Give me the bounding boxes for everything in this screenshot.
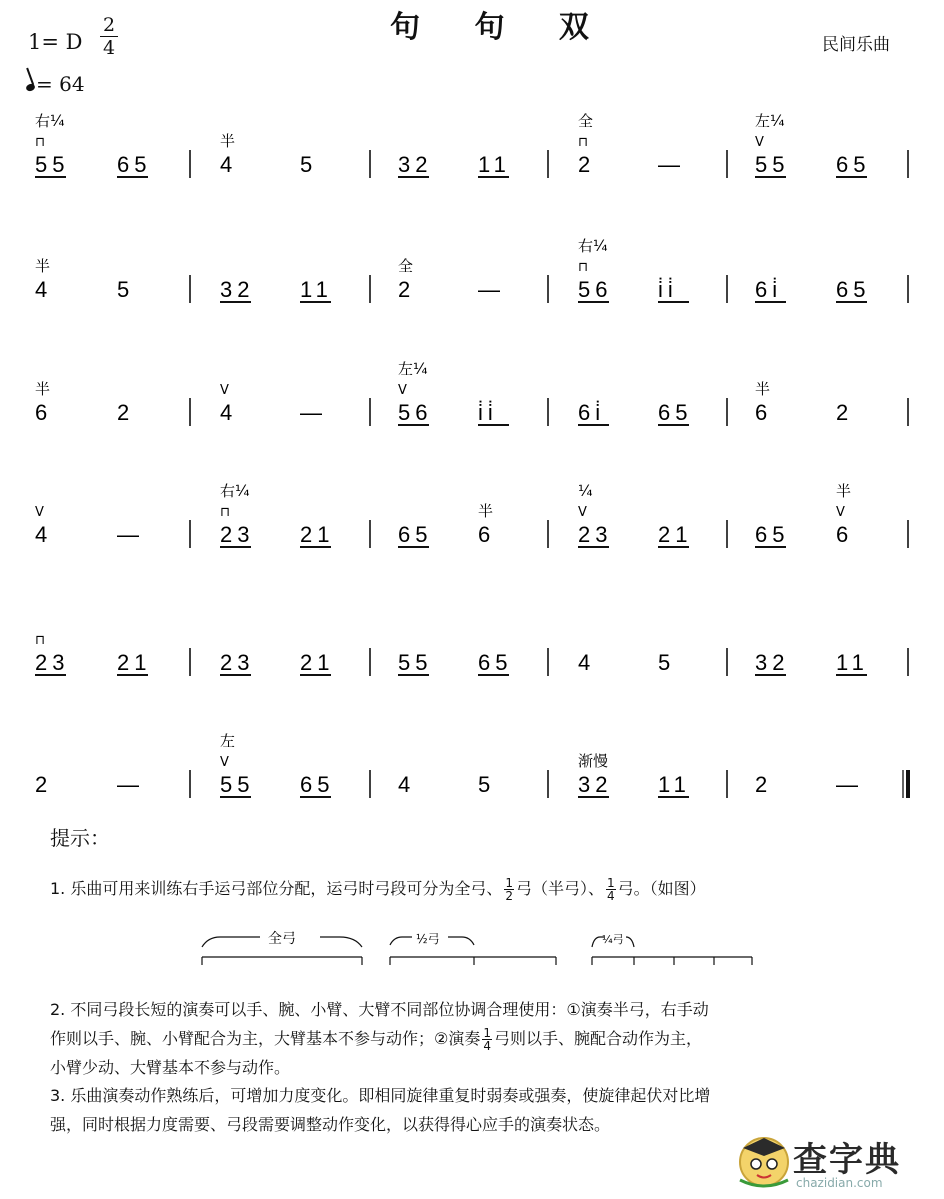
note: i̇i̇ bbox=[658, 277, 678, 302]
bow-annotation: 半 bbox=[35, 257, 51, 275]
note: — bbox=[478, 277, 505, 302]
note: 11 bbox=[300, 277, 333, 302]
note: 2 bbox=[578, 152, 596, 177]
note: 2 bbox=[35, 772, 53, 797]
bow-annotation: 右¼ bbox=[578, 237, 608, 255]
tip-1 bbox=[50, 874, 900, 903]
note: 2 bbox=[117, 400, 135, 425]
measure bbox=[578, 112, 685, 177]
bow-annotation: 全 bbox=[578, 112, 594, 130]
bow-annotation: 半 bbox=[35, 380, 51, 398]
score-row bbox=[0, 100, 944, 210]
note: 32 bbox=[398, 152, 433, 177]
tip-1-text-c: 弓。（如图） bbox=[617, 879, 706, 898]
measure bbox=[755, 772, 863, 797]
down-bow-icon: ⊓ bbox=[220, 505, 231, 520]
note: 2 bbox=[398, 277, 416, 302]
fraction-quarter-2: $\frac{1}{4}$ bbox=[483, 1026, 491, 1053]
measure bbox=[220, 650, 334, 675]
measure bbox=[35, 112, 151, 177]
up-bow-icon: V bbox=[836, 505, 845, 520]
measure bbox=[398, 152, 511, 177]
down-bow-icon: ⊓ bbox=[578, 260, 589, 275]
tip-3-line-1: 3. 乐曲演奏动作熟练后，可增加力度变化。即相同旋律重复时弱奏或强奏，使旋律起伏对比增 bbox=[50, 1086, 711, 1105]
note: 4 bbox=[220, 152, 238, 177]
bow-annotation: 右¼ bbox=[35, 112, 65, 130]
score-row bbox=[0, 348, 944, 458]
note: — bbox=[117, 522, 144, 547]
measure bbox=[578, 400, 692, 425]
note: — bbox=[658, 152, 685, 177]
note: i̇i̇ bbox=[478, 400, 498, 425]
note: 6 bbox=[35, 400, 53, 425]
note: 32 bbox=[578, 772, 613, 797]
note: 5 bbox=[300, 152, 318, 177]
note: — bbox=[300, 400, 327, 425]
note: 23 bbox=[220, 650, 255, 675]
note: 4 bbox=[220, 400, 238, 425]
bow-annotation: 半 bbox=[755, 380, 771, 398]
measure bbox=[398, 772, 495, 797]
measure bbox=[35, 505, 144, 547]
note: 65 bbox=[658, 400, 693, 425]
note: 5 bbox=[658, 650, 676, 675]
note: 2 bbox=[755, 772, 773, 797]
bow-annotation: 左 bbox=[220, 732, 236, 750]
measure bbox=[35, 257, 134, 302]
key-signature: 1= D bbox=[28, 30, 83, 54]
score-title: 句 句 双 bbox=[390, 10, 611, 45]
down-bow-icon: ⊓ bbox=[35, 633, 46, 648]
fraction-half: $\frac{1}{2}$ bbox=[505, 876, 513, 903]
score-row bbox=[0, 225, 944, 335]
watermark-text: 查字典 bbox=[793, 1140, 901, 1180]
score-row bbox=[0, 720, 944, 830]
measure bbox=[755, 650, 869, 675]
time-numerator: 2 bbox=[102, 14, 116, 36]
up-bow-icon: V bbox=[398, 383, 407, 398]
bow-annotation: 半 bbox=[478, 502, 494, 520]
note: 65 bbox=[300, 772, 335, 797]
note: 56 bbox=[398, 400, 433, 425]
note: 6 bbox=[478, 522, 496, 547]
measure bbox=[755, 482, 853, 547]
note: 2 bbox=[836, 400, 854, 425]
up-bow-icon: V bbox=[35, 505, 44, 520]
measure bbox=[35, 772, 144, 797]
tip-3-line-2: 强，同时根据力度需要、弓段需要调整动作变化，以获得得心应手的演奏状态。 bbox=[50, 1115, 611, 1134]
bow-annotation: 右¼ bbox=[220, 482, 250, 500]
down-bow-icon: ⊓ bbox=[578, 135, 589, 150]
score-row bbox=[0, 470, 944, 580]
up-bow-icon: V bbox=[755, 135, 764, 150]
note: 55 bbox=[755, 152, 790, 177]
bow-division-diagram bbox=[190, 925, 770, 975]
up-bow-icon: V bbox=[578, 505, 587, 520]
bow-half-label: ½弓 bbox=[416, 932, 440, 946]
note: 6i̇ bbox=[755, 277, 783, 302]
note: 21 bbox=[658, 522, 693, 547]
note: 32 bbox=[755, 650, 790, 675]
measure bbox=[578, 752, 691, 797]
note: 4 bbox=[398, 772, 416, 797]
note: 65 bbox=[398, 522, 433, 547]
chazidian-logo-icon bbox=[735, 1130, 793, 1190]
note: 65 bbox=[836, 277, 871, 302]
down-bow-icon: ⊓ bbox=[35, 135, 46, 150]
note: 55 bbox=[220, 772, 255, 797]
bow-annotation: 半 bbox=[220, 132, 236, 150]
measure bbox=[398, 650, 512, 675]
measure bbox=[220, 132, 317, 177]
bow-annotation: 渐慢 bbox=[578, 752, 609, 770]
note: — bbox=[117, 772, 144, 797]
tip-2 bbox=[50, 995, 900, 1082]
note: 23 bbox=[35, 650, 70, 675]
bow-annotation: 全 bbox=[398, 257, 414, 275]
note: 56 bbox=[578, 277, 613, 302]
measure bbox=[755, 380, 853, 425]
tip-2-line-2: 作则以手、腕、小臂配合为主，大臂基本不参与动作；②演奏 $\frac{1}{4}$ 弓则以手、腕配合动作为主， bbox=[50, 1026, 703, 1053]
measure bbox=[220, 732, 334, 797]
note: 23 bbox=[578, 522, 613, 547]
measure bbox=[755, 112, 870, 177]
watermark-url: chazidian.com bbox=[796, 1176, 883, 1190]
measure bbox=[220, 482, 334, 547]
note: 6 bbox=[836, 522, 854, 547]
tempo-value: = 64 bbox=[36, 72, 85, 96]
bow-annotation: 左¼ bbox=[398, 360, 428, 378]
tips-heading: 提示： bbox=[50, 826, 110, 850]
note: 65 bbox=[755, 522, 790, 547]
note: 55 bbox=[35, 152, 70, 177]
measure bbox=[578, 237, 689, 302]
tip-2-line-3: 小臂少动、大臂基本不参与动作。 bbox=[50, 1058, 291, 1077]
note: 11 bbox=[478, 152, 511, 177]
tempo-marking bbox=[26, 72, 85, 96]
note: 21 bbox=[117, 650, 152, 675]
bow-annotation: 左¼ bbox=[755, 112, 785, 130]
note: 21 bbox=[300, 650, 335, 675]
tip-2-line-1: 2. 不同弓段长短的演奏可以手、腕、小臂、大臂不同部位协调合理使用：①演奏半弓，右手动 bbox=[50, 1000, 709, 1019]
note: — bbox=[836, 772, 863, 797]
measure bbox=[398, 257, 505, 302]
note: 32 bbox=[220, 277, 255, 302]
measure bbox=[35, 380, 134, 425]
note: 65 bbox=[117, 152, 152, 177]
measure bbox=[578, 482, 692, 547]
note: 11 bbox=[836, 650, 869, 675]
score-row bbox=[0, 598, 944, 708]
note: 23 bbox=[220, 522, 255, 547]
measure bbox=[755, 277, 870, 302]
bow-annotation: 半 bbox=[836, 482, 852, 500]
measure bbox=[398, 360, 509, 425]
note: 11 bbox=[658, 772, 691, 797]
time-signature bbox=[100, 15, 118, 58]
measure bbox=[35, 633, 151, 675]
time-denominator: 4 bbox=[102, 37, 116, 59]
note: 6i̇ bbox=[578, 400, 606, 425]
note: 55 bbox=[398, 650, 433, 675]
up-bow-icon: V bbox=[220, 383, 229, 398]
note: 5 bbox=[117, 277, 135, 302]
measure bbox=[220, 383, 327, 425]
fraction-quarter: $\frac{1}{4}$ bbox=[607, 876, 615, 903]
up-bow-icon: V bbox=[220, 755, 229, 770]
bow-annotation: ¼ bbox=[578, 482, 593, 500]
note: 21 bbox=[300, 522, 335, 547]
measure bbox=[398, 502, 495, 547]
composer-label: 民间乐曲 bbox=[822, 35, 890, 55]
measure bbox=[220, 277, 333, 302]
note: 65 bbox=[836, 152, 871, 177]
bow-quarter-label: ¼弓 bbox=[602, 933, 624, 946]
note: 6 bbox=[755, 400, 773, 425]
note: 4 bbox=[35, 522, 53, 547]
note: 5 bbox=[478, 772, 496, 797]
measure bbox=[578, 650, 675, 675]
note: 65 bbox=[478, 650, 513, 675]
bow-full-label: 全弓 bbox=[268, 931, 296, 947]
tip-1-text-b: 弓（半弓）、 bbox=[516, 879, 605, 898]
quarter-note-icon bbox=[25, 83, 36, 93]
tip-1-text-a: 1. 乐曲可用来训练右手运弓部位分配，运弓时弓段可分为全弓、 bbox=[50, 879, 503, 898]
note: 4 bbox=[578, 650, 596, 675]
note: 4 bbox=[35, 277, 53, 302]
